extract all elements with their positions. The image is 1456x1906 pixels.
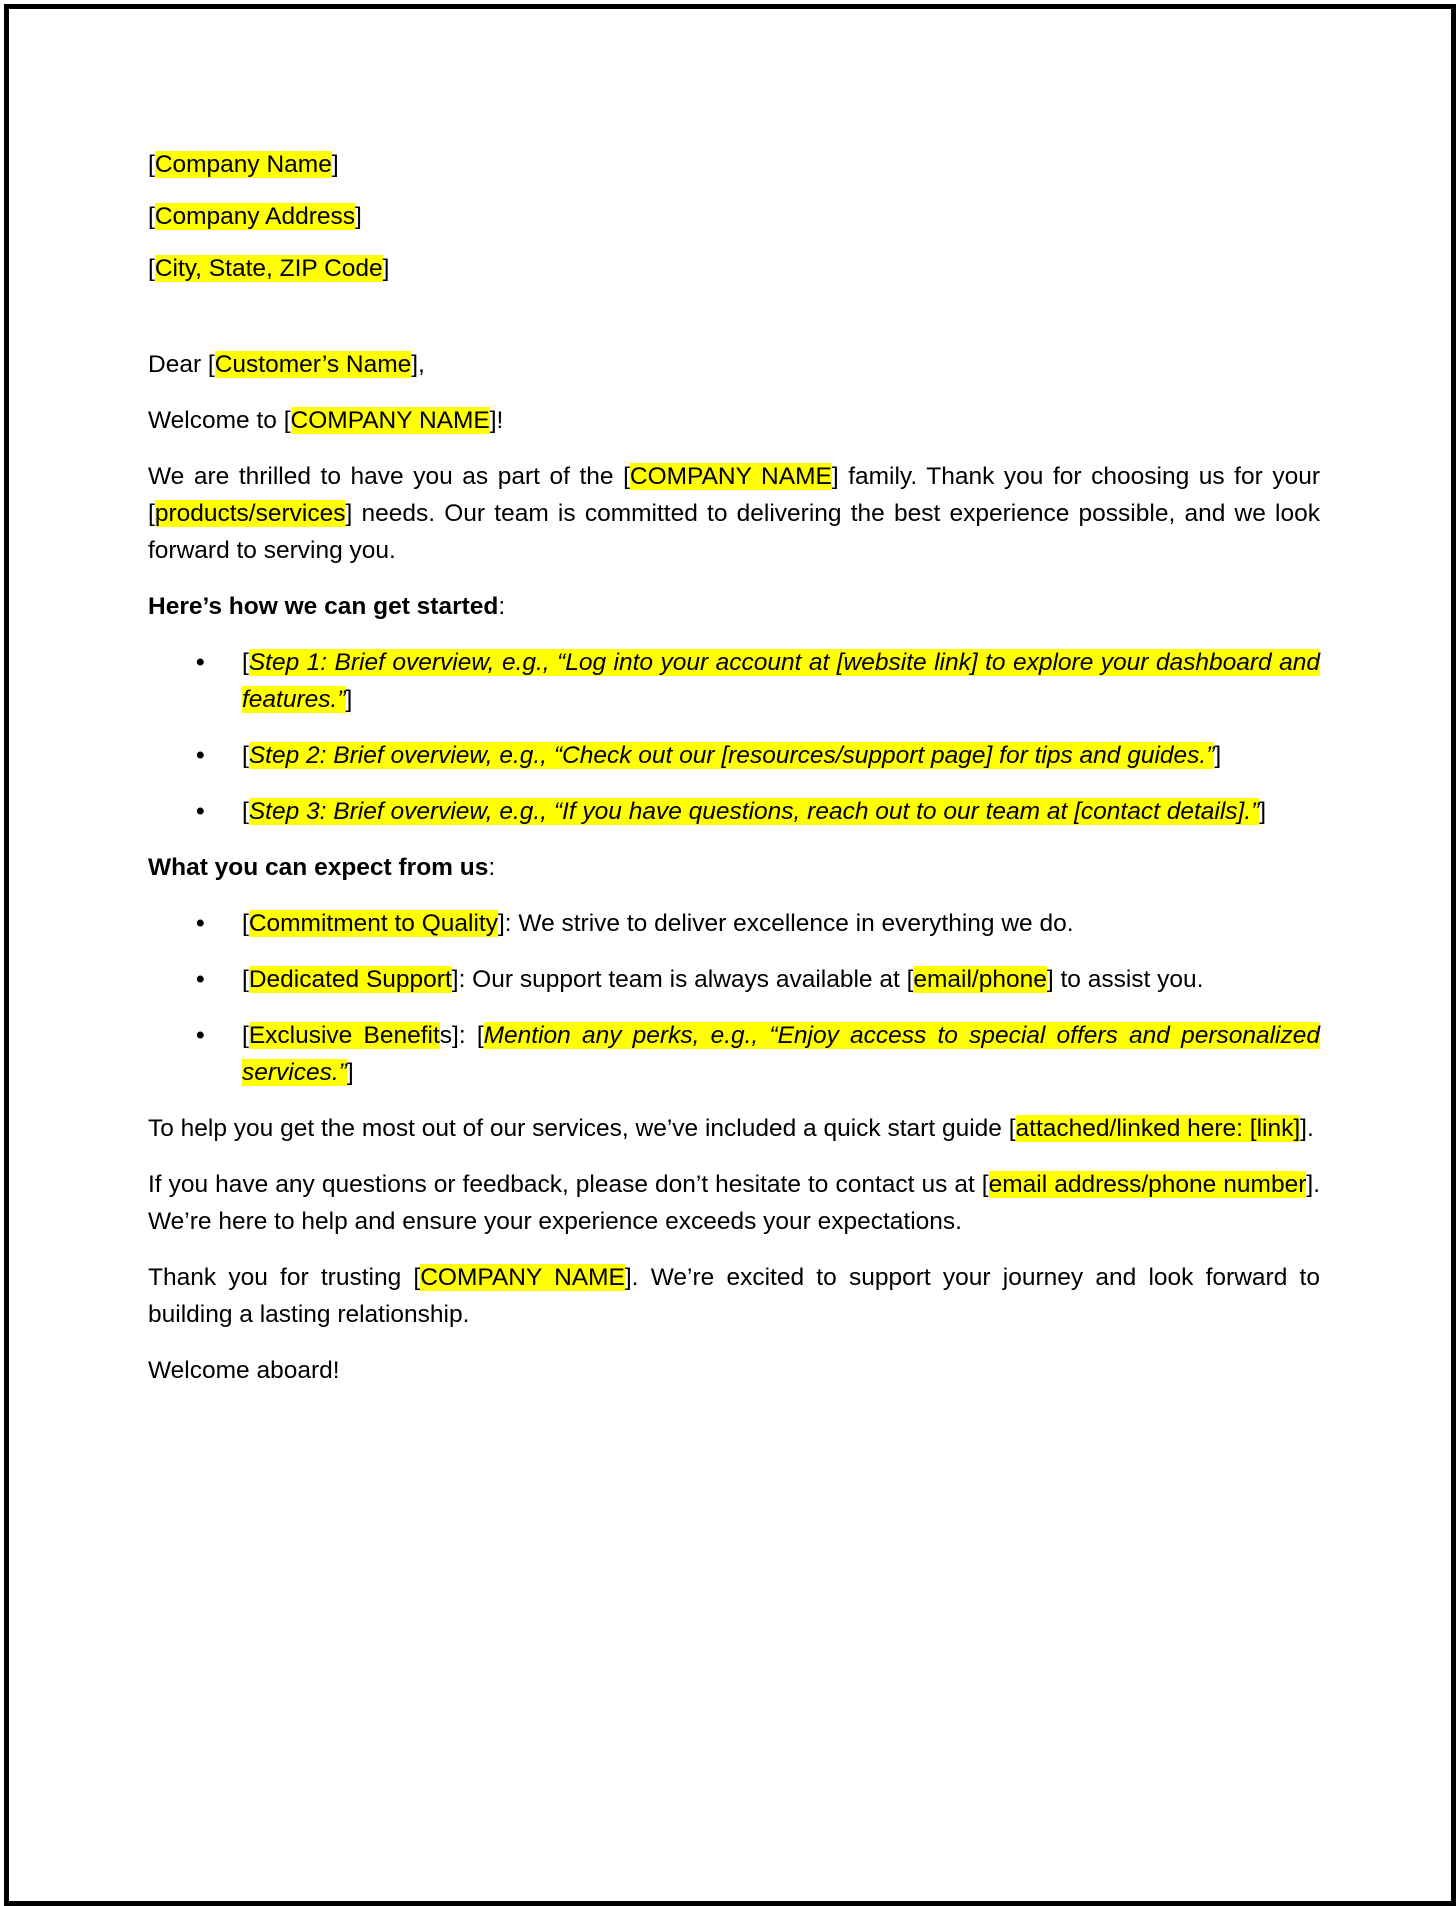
- intro-text-1: We are thrilled to have you as part of the: [148, 463, 624, 490]
- list-item: • [Dedicated Support]: Our support team is always available at [email/phone] to assist you.: [148, 961, 1320, 998]
- support-text: ]: Our support team is always available at [: [451, 966, 914, 993]
- getting-started-heading: Here’s how we can get started:: [148, 593, 506, 620]
- getting-started-heading-text: Here’s how we can get started: [148, 593, 499, 620]
- expectations-heading: What you can expect from us:: [148, 854, 496, 881]
- intro-paragraph: We are thrilled to have you as part of the [COMPANY NAME] family. Thank you for choosing us for your [products/services] needs. Our team is committed to delivering the best experience possible, and we look forward to serving you.: [148, 463, 1320, 564]
- list-item: • [Commitment to Quality]: We strive to deliver excellence in everything we do.: [148, 905, 1320, 942]
- welcome-prefix: Welcome to: [148, 407, 284, 434]
- intro-text-3: ] needs. Our team is committed to delivering the best experience possible, and we look forward to serving you.: [148, 500, 1320, 564]
- city-state-zip-placeholder: City, State, ZIP Code: [154, 255, 383, 282]
- thanks-company-placeholder: COMPANY NAME: [420, 1264, 625, 1291]
- benefits-text: ]: [: [452, 1022, 484, 1049]
- greeting-line: Dear [Customer’s Name],: [148, 351, 425, 378]
- list-item: • [Step 3: Brief overview, e.g., “If you have questions, reach out to our team at [contact details].”]: [148, 793, 1320, 830]
- step-1-placeholder: Step 1: Brief overview, e.g., “Log into your account at [website link] to explore your dashboard and features.”: [242, 649, 1320, 713]
- contact-text-2: ]. We’re here to help and ensure your experience exceeds your expectations.: [148, 1171, 1321, 1235]
- guide-paragraph: [148, 1110, 1320, 1147]
- email-phone-placeholder: email/phone: [913, 966, 1047, 993]
- guide-text-2: ].: [1300, 1115, 1314, 1142]
- greeting-prefix: Dear: [148, 351, 208, 378]
- intro-company-placeholder: COMPANY NAME: [629, 463, 832, 490]
- bullet-icon: •: [196, 798, 205, 825]
- address-block: [148, 146, 1320, 287]
- guide-link-placeholder: attached/linked here: [link]: [1015, 1115, 1301, 1142]
- list-item: • [Step 2: Brief overview, e.g., “Check out our [resources/support page] for tips and guides.”]: [148, 737, 1320, 774]
- customer-name-placeholder: Customer’s Name: [214, 351, 412, 378]
- address-company-line: [Company Name]: [148, 151, 339, 178]
- benefits-label-tail: s: [439, 1022, 453, 1049]
- bullet-icon: •: [196, 910, 205, 937]
- list-item: • [Step 1: Brief overview, e.g., “Log into your account at [website link] to explore your dashboard and features.”]: [148, 644, 1320, 718]
- step-3-placeholder: Step 3: Brief overview, e.g., “If you have questions, reach out to our team at [contact details].”: [248, 798, 1260, 825]
- support-text-2: ] to assist you.: [1046, 966, 1204, 993]
- bullet-icon: •: [196, 966, 205, 993]
- contact-paragraph: [148, 1166, 1320, 1240]
- guide-text-1: To help you get the most out of our services, we’ve included a quick start guide [: [148, 1115, 1016, 1142]
- company-address-placeholder: Company Address: [154, 203, 355, 230]
- thanks-text-2: ]. We’re excited to support your journey and look forward to building a lasting relationship.: [148, 1264, 1320, 1328]
- benefits-text-2: ]: [346, 1059, 354, 1086]
- expectations-list: [148, 905, 1320, 1091]
- expectations-heading-text: What you can expect from us: [148, 854, 489, 881]
- contact-info-placeholder: email address/phone number: [988, 1171, 1307, 1198]
- bullet-icon: •: [196, 1022, 205, 1049]
- letter-body: [148, 146, 1320, 1408]
- thanks-text-1: Thank you for trusting [: [148, 1264, 421, 1291]
- closing-line: Welcome aboard!: [148, 1357, 340, 1384]
- contact-text-1: If you have any questions or feedback, please don’t hesitate to contact us at [: [148, 1171, 989, 1198]
- thanks-paragraph: [148, 1259, 1320, 1333]
- welcome-suffix: ]!: [489, 407, 504, 434]
- welcome-line: Welcome to [COMPANY NAME]!: [148, 407, 504, 434]
- welcome-company-placeholder: COMPANY NAME: [290, 407, 490, 434]
- company-name-placeholder: Company Name: [154, 151, 332, 178]
- bullet-icon: •: [196, 742, 205, 769]
- step-2-placeholder: Step 2: Brief overview, e.g., “Check out our [resources/support page] for tips and guides.”: [248, 742, 1215, 769]
- perks-placeholder: Mention any perks, e.g., “Enjoy access to special offers and personalized services.”: [242, 1022, 1321, 1086]
- quality-placeholder: Commitment to Quality: [248, 910, 498, 937]
- greeting-suffix: ],: [411, 351, 425, 378]
- address-street-line: [Company Address]: [148, 203, 362, 230]
- list-item: • [Exclusive Benefits]: [Mention any perks, e.g., “Enjoy access to special offers and personalized services.”]: [148, 1017, 1320, 1091]
- getting-started-list: [148, 644, 1320, 830]
- address-city-line: [City, State, ZIP Code]: [148, 255, 390, 282]
- bullet-icon: •: [196, 649, 205, 676]
- intro-text-2: ] family. Thank you for choosing us for your: [831, 463, 1320, 490]
- benefits-placeholder: Exclusive Benefit: [248, 1022, 440, 1049]
- document-page: [4, 4, 1456, 1906]
- quality-text: ]: We strive to deliver excellence in everything we do.: [497, 910, 1074, 937]
- products-services-placeholder: products/services: [154, 500, 346, 527]
- support-placeholder: Dedicated Support: [248, 966, 452, 993]
